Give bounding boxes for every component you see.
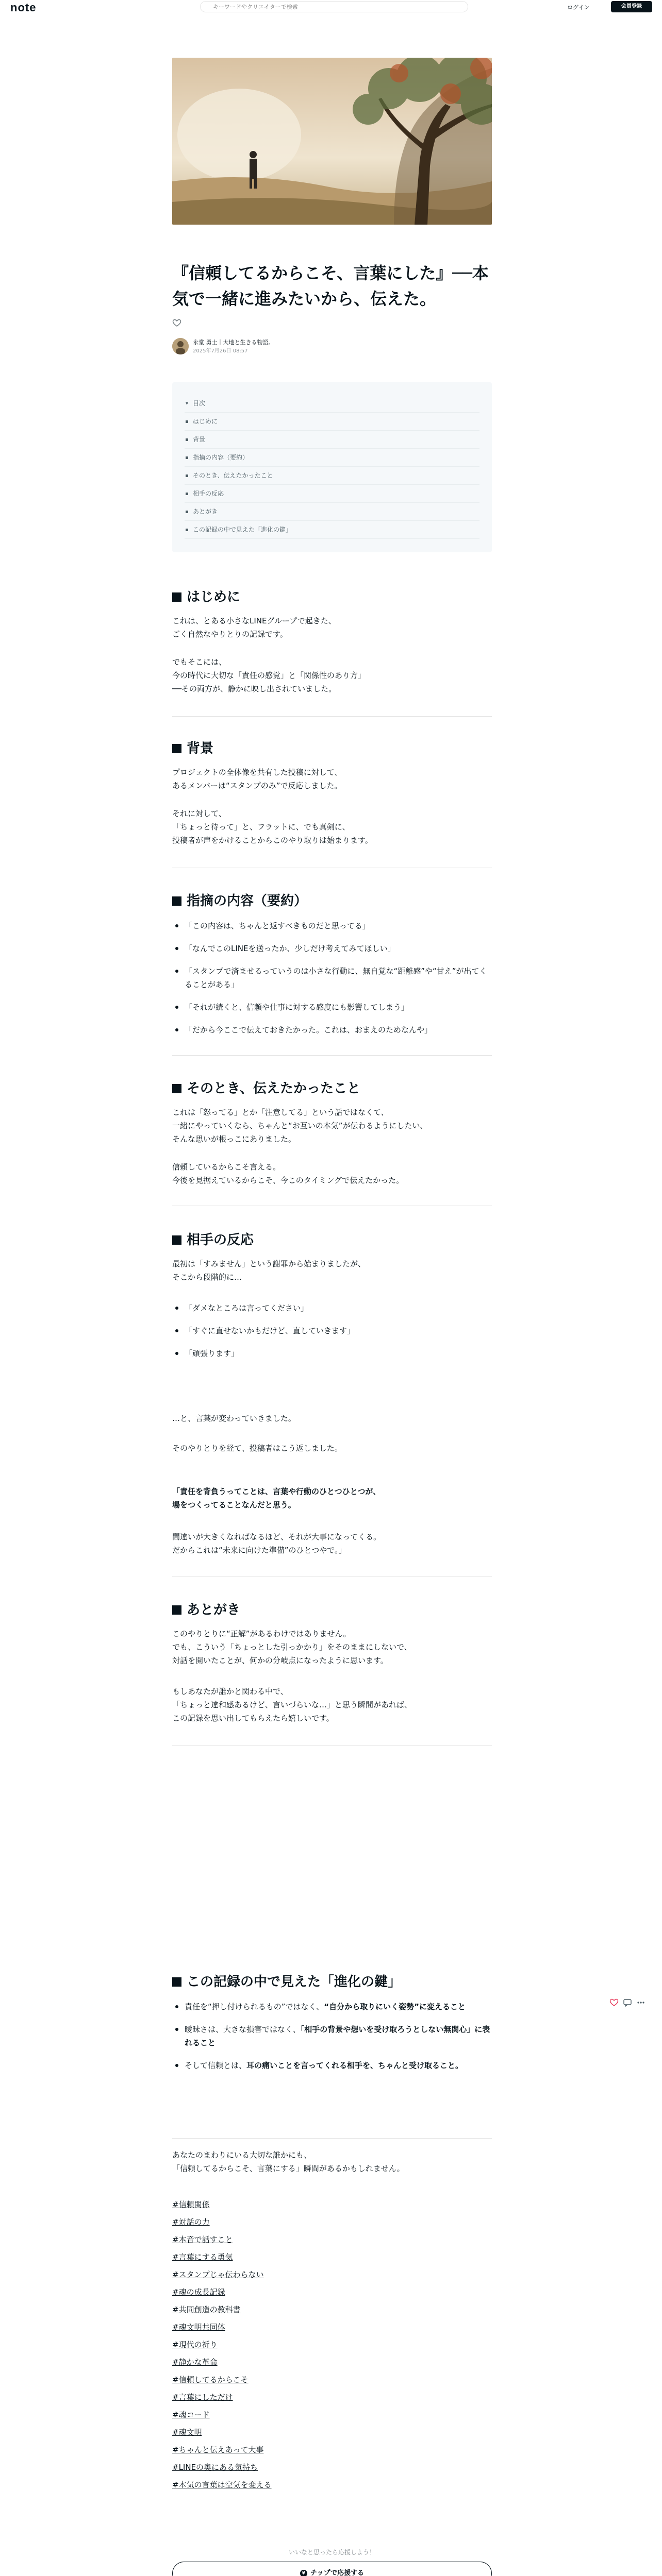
paragraph: …と、言葉が変わっていきました。 bbox=[172, 1414, 296, 1423]
hashtag-link[interactable]: #魂コード bbox=[172, 2410, 210, 2419]
side-actions bbox=[609, 1997, 646, 2009]
hashtag-link[interactable]: #本音で話すこと bbox=[172, 2235, 233, 2244]
paragraph: でもそこには、 今の時代に大切な「責任の感覚」と「関係性のあり方」 ──その両方が、静かに映し出されていました。 bbox=[172, 657, 366, 693]
toc-item[interactable]: あとがき bbox=[185, 503, 479, 521]
list-item: 「それが続くと、信頼や仕事に対する感度にも影響してしまう」 bbox=[172, 1001, 492, 1014]
more-icon[interactable] bbox=[636, 1998, 646, 2007]
list-item: 責任を“押し付けられるもの”ではなく、“自分から取りにいく姿勢”に変えること bbox=[172, 2000, 492, 2013]
hashtag-link[interactable]: #現代の祈り bbox=[172, 2340, 218, 2349]
search-input[interactable] bbox=[200, 1, 468, 12]
toc-item[interactable]: はじめに bbox=[185, 413, 479, 431]
reaction-list bbox=[172, 1301, 492, 1369]
list-item: 「ダメなところは言ってください」 bbox=[172, 1301, 492, 1315]
toc-heading[interactable]: ▾ 目次 bbox=[185, 395, 479, 413]
quote-bold: 「責任を背負うってことは、言葉や行動のひとつひとつが、 場をつくってることなんだと思う。 bbox=[172, 1487, 381, 1510]
toc-item[interactable]: そのとき、伝えたかったこと bbox=[185, 467, 479, 485]
login-link[interactable]: ログイン bbox=[567, 4, 590, 11]
heart-icon[interactable] bbox=[609, 1998, 619, 2007]
author-row bbox=[172, 335, 492, 355]
paragraph: このやりとりに“正解”があるわけではありません。 でも、こういう「ちょっとした引っかかり」をそのままにしないで、 対話を開いたことが、何かの分岐点になったように思います。 bbox=[172, 1629, 412, 1665]
divider bbox=[172, 716, 492, 717]
tip-button[interactable]: ¥ チップで応援する bbox=[172, 2562, 492, 2576]
table-of-contents bbox=[172, 382, 492, 552]
paragraph: これは「怒ってる」とか「注意してる」という話ではなくて、 一緒にやっていくなら、ちゃんと“お互いの本気”が伝わるようにしたい、 そんな思いが根っこにありました。 bbox=[172, 1108, 428, 1144]
section-heading-key: この記録の中で見えた「進化の鍵」 bbox=[172, 1973, 492, 1991]
article-title: 『信頼してるからこそ、言葉にした』──本気で一緒に進みたいから、伝えた。 bbox=[172, 263, 489, 309]
register-button[interactable]: 会員登録 bbox=[611, 1, 652, 12]
support-label: いいなと思ったら応援しよう！ bbox=[288, 2549, 375, 2556]
paragraph: 信頼しているからこそ言える。 今後を見据えているからこそ、今このタイミングで伝えたかった。 bbox=[172, 1162, 404, 1185]
paragraph: これは、とある小さなLINEグループで起きた、 ごく自然なやりとりの記録です。 bbox=[172, 616, 336, 639]
divider bbox=[172, 2138, 492, 2139]
toc-item[interactable]: 指摘の内容（要約） bbox=[185, 449, 479, 467]
paragraph: プロジェクトの全体像を共有した投稿に対して、 あるメンバーは“スタンプのみ”で反応しました。 bbox=[172, 768, 342, 790]
paragraph: それに対して、 「ちょっと待って」と、フラットに、でも真剣に、 投稿者が声をかけることからこのやり取りは始まります。 bbox=[172, 809, 373, 845]
hashtag-link[interactable]: #対話の力 bbox=[172, 2217, 210, 2227]
list-item: 「すぐに直せないかもだけど、直していきます」 bbox=[172, 1324, 492, 1337]
toc-item[interactable]: この記録の中で見えた「進化の鍵」 bbox=[185, 521, 479, 539]
hashtag-link[interactable]: #信頼関係 bbox=[172, 2200, 210, 2209]
hashtag-link[interactable]: #LINEの奥にある気持ち bbox=[172, 2463, 258, 2472]
chevron-down-icon: ▾ bbox=[186, 401, 189, 406]
section-heading-intro: はじめに bbox=[172, 588, 492, 606]
list-item: 「スタンプで済ませるっていうのは小さな行動に、無自覚な“距離感”や“甘え”が出てくることがある」 bbox=[172, 964, 492, 991]
hashtag-link[interactable]: #信頼してるからこそ bbox=[172, 2375, 249, 2384]
list-item: 「この内容は、ちゃんと返すべきものだと思ってる」 bbox=[172, 919, 492, 933]
list-item: 「だから今ここで伝えておきたかった。これは、おまえのためなんや」 bbox=[172, 1023, 492, 1037]
divider bbox=[172, 1745, 492, 1746]
site-header bbox=[0, 0, 662, 15]
note-logo[interactable]: note bbox=[10, 1, 37, 14]
hashtag-link[interactable]: #本気の言葉は空気を変える bbox=[172, 2480, 272, 2489]
paragraph: あなたのまわりにいる大切な誰かにも、 「信頼してるからこそ、言葉にする」瞬間があるかもしれません。 bbox=[172, 2150, 405, 2173]
hashtag-link[interactable]: #魂文明 bbox=[172, 2428, 202, 2437]
hashtag-link[interactable]: #スタンプじゃ伝わらない bbox=[172, 2270, 264, 2279]
summary-list bbox=[172, 919, 492, 1046]
paragraph: そのやりとりを経て、投稿者はこう返しました。 bbox=[172, 1444, 342, 1453]
hashtag-list bbox=[172, 2196, 492, 2494]
avatar[interactable] bbox=[172, 338, 189, 354]
divider bbox=[172, 1055, 492, 1056]
author-name[interactable]: 永堂 勇士｜大地と生きる物語。 bbox=[193, 339, 274, 346]
section-heading-reaction: 相手の反応 bbox=[172, 1231, 492, 1249]
hashtag-link[interactable]: #共同創造の教科書 bbox=[172, 2305, 241, 2314]
paragraph: 最初は「すみません」という謝罪から始まりましたが、 そこから段階的に… bbox=[172, 1259, 366, 1282]
hashtag-link[interactable]: #言葉にする勇気 bbox=[172, 2252, 233, 2262]
section-heading-summary: 指摘の内容（要約） bbox=[172, 892, 492, 910]
hashtag-link[interactable]: #ちゃんと伝えあって大事 bbox=[172, 2445, 264, 2454]
hashtag-link[interactable]: #魂文明共同体 bbox=[172, 2323, 225, 2332]
toc-item[interactable]: 相手の反応 bbox=[185, 485, 479, 503]
hashtag-link[interactable]: #魂の成長記録 bbox=[172, 2287, 225, 2297]
list-item: 「なんでこのLINEを送ったか、少しだけ考えてみてほしい」 bbox=[172, 942, 492, 955]
list-item: 曖昧さは、大きな損害ではなく、「相手の背景や想いを受け取ろうとしない無関心」に表れること bbox=[172, 2023, 492, 2049]
section-heading-afterword: あとがき bbox=[172, 1601, 492, 1619]
paragraph: もしあなたが誰かと関わる中で、 「ちょっと違和感あるけど、言いづらいな…」と思う瞬間があれば、 この記録を思い出してもらえたら嬉しいです。 bbox=[172, 1687, 412, 1723]
list-item: そして信頼とは、耳の痛いことを言ってくれる相手を、ちゃんと受け取ること。 bbox=[172, 2059, 492, 2072]
section-heading-wanted: そのとき、伝えたかったこと bbox=[172, 1080, 492, 1097]
heart-icon[interactable] bbox=[172, 318, 181, 328]
comment-icon[interactable] bbox=[623, 1998, 632, 2007]
section-heading-background: 背景 bbox=[172, 740, 492, 757]
tip-icon: ¥ bbox=[300, 2570, 307, 2576]
paragraph: 間違いが大きくなればなるほど、それが大事になってくる。 だからこれは“未来に向けた準備”のひとつやで。」 bbox=[172, 1532, 382, 1555]
toc-item[interactable]: 背景 bbox=[185, 431, 479, 449]
hashtag-link[interactable]: #言葉にしただけ bbox=[172, 2393, 233, 2402]
publish-date: 2025年7月26日 08:57 bbox=[193, 348, 248, 354]
list-item: 「頑張ります」 bbox=[172, 1347, 492, 1360]
key-list bbox=[172, 2000, 492, 2081]
hero-image bbox=[172, 58, 492, 225]
hashtag-link[interactable]: #静かな革命 bbox=[172, 2358, 218, 2367]
